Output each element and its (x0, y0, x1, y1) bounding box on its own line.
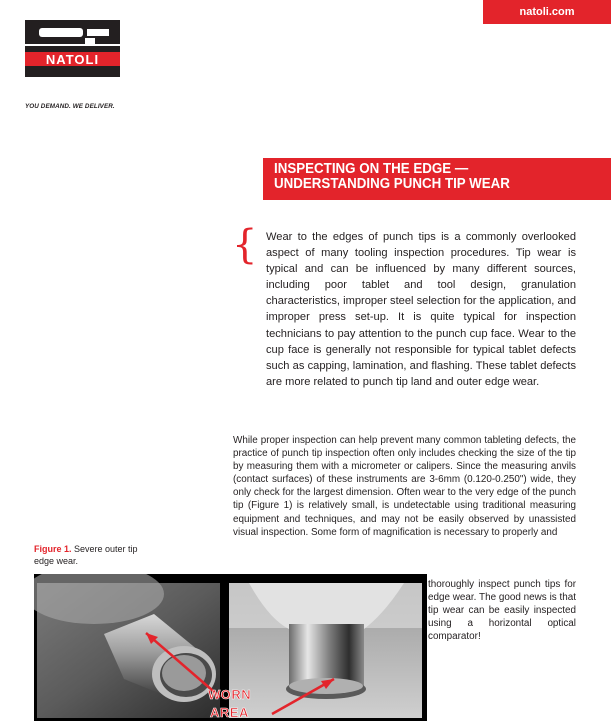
website-tag[interactable]: natoli.com (483, 0, 611, 24)
body-paragraph: While proper inspection can help prevent many common tableting defects, the practice of punch tip inspection often only includes checking the size of the tip by measuring them with a micrometer or calipers. Since the measuring anvils (contact surfaces) of these instruments are 3-6mm (0.120-0.250") wide, they only check for the largest dimension. Often wear to the very edge of the punch tip (Figure 1) is relatively small, is undetectable using traditional measuring equipment and techniques, and may not be easily observed by unassisted visual inspection. Some form of magnification is necessary to properly and (233, 435, 576, 538)
figure-label: Figure 1. (34, 544, 72, 554)
brace-decoration-icon: { (232, 222, 258, 268)
svg-text:NATOLI: NATOLI (45, 52, 100, 67)
title-line-2: UNDERSTANDING PUNCH TIP WEAR (274, 176, 510, 192)
worn-area-label-line-1: WORN (208, 687, 252, 702)
tagline: YOU DEMAND. WE DELIVER. (25, 103, 115, 110)
worn-area-label-line-2: AREA (210, 705, 249, 720)
figure-caption-text: Severe outer tip edge wear. (34, 544, 138, 566)
natoli-logo (25, 20, 120, 110)
figure-photo (34, 574, 427, 721)
body-paragraph-continued: thoroughly inspect punch tips for edge wear. The good news is that tip wear can be easily inspected using a horizontal optical comparator! (428, 579, 576, 643)
intro-paragraph: Wear to the edges of punch tips is a commonly overlooked aspect of many tooling inspection procedures. Tip wear is typical and can be influenced by many different sources, including poor tablet and tool design, granulation characteristics, improper steel selection for the application, and improper press set-up. It is quite typical for inspection technicians to pay attention to the punch cup face. Wear to the cup face is generally not responsible for typical tablet defects such as capping, lamination, and flashing. These tablet defects are more related to punch tip land and outer edge wear. (266, 231, 576, 388)
title-line-1: INSPECTING ON THE EDGE — (274, 161, 469, 177)
article-title (263, 158, 611, 200)
punch-logo-icon (25, 20, 120, 110)
figure-caption (34, 543, 144, 567)
